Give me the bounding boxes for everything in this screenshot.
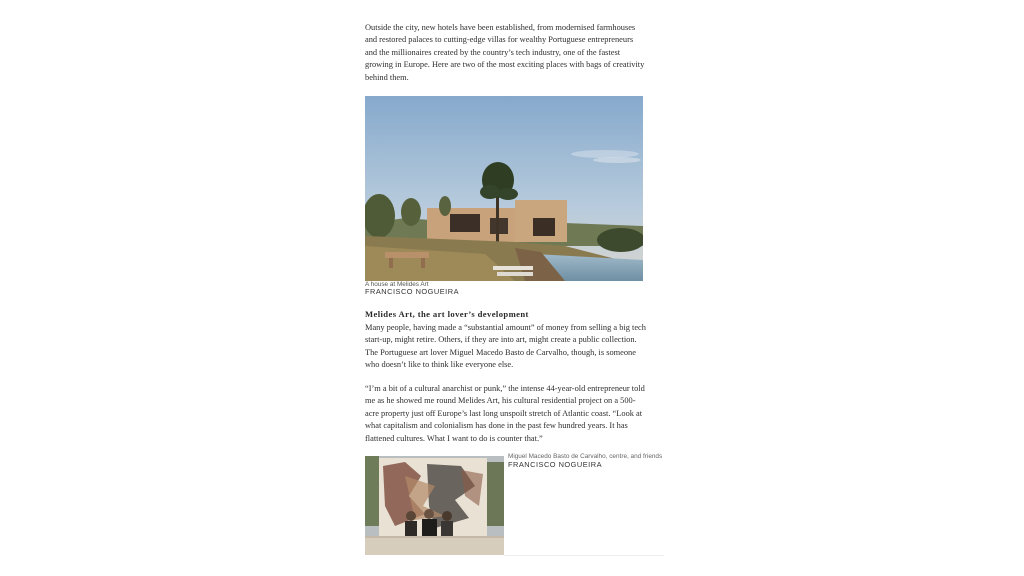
figure2-caption: Miguel Macedo Basto de Carvalho, centre, and friends	[508, 453, 663, 460]
figure1-credit: FRANCISCO NOGUEIRA	[365, 287, 459, 297]
intro-paragraph: Outside the city, new hotels have been established, from modernised farmhouses and restored palaces to cutting-edge villas for wealthy Portuguese entrepreneurs and the millionaires created by the country’s tech industry, one of the fastest growing in Europe. Here are two of the most exciting places with bags of creativity behind them.	[365, 23, 645, 82]
figure1-caption-block	[365, 282, 565, 296]
melides-house-photo	[365, 96, 643, 281]
artwork-group-image	[365, 456, 504, 555]
divider	[504, 555, 664, 556]
carvalho-friends-photo	[365, 456, 504, 555]
house-landscape-image	[365, 96, 643, 281]
figure2-credit: FRANCISCO NOGUEIRA	[508, 460, 602, 470]
section-heading: Melides Art, the art lover’s development	[365, 309, 529, 319]
paragraph-2: Many people, having made a “substantial amount” of money from selling a big tech start-up, might retire. Others, if they are into art, might create a public collection. The Portuguese art lover Miguel Macedo Basto de Carvalho, though, is someone who doesn’t like to think like everyone else.	[365, 323, 646, 370]
figure2-caption-block	[508, 454, 668, 469]
paragraph-3: “I’m a bit of a cultural anarchist or punk,” the intense 44-year-old entrepreneur told me as he showed me round Melides Art, his cultural residential project on a 500-acre property just off Europe’s last long unspoilt stretch of Atlantic coast. “Look at what capitalism and colonialism has done in the past few hundred years. It has flattened cultures. What I want to do is counter that.”	[365, 384, 645, 443]
figure1-caption: A house at Melides Art	[365, 281, 429, 288]
